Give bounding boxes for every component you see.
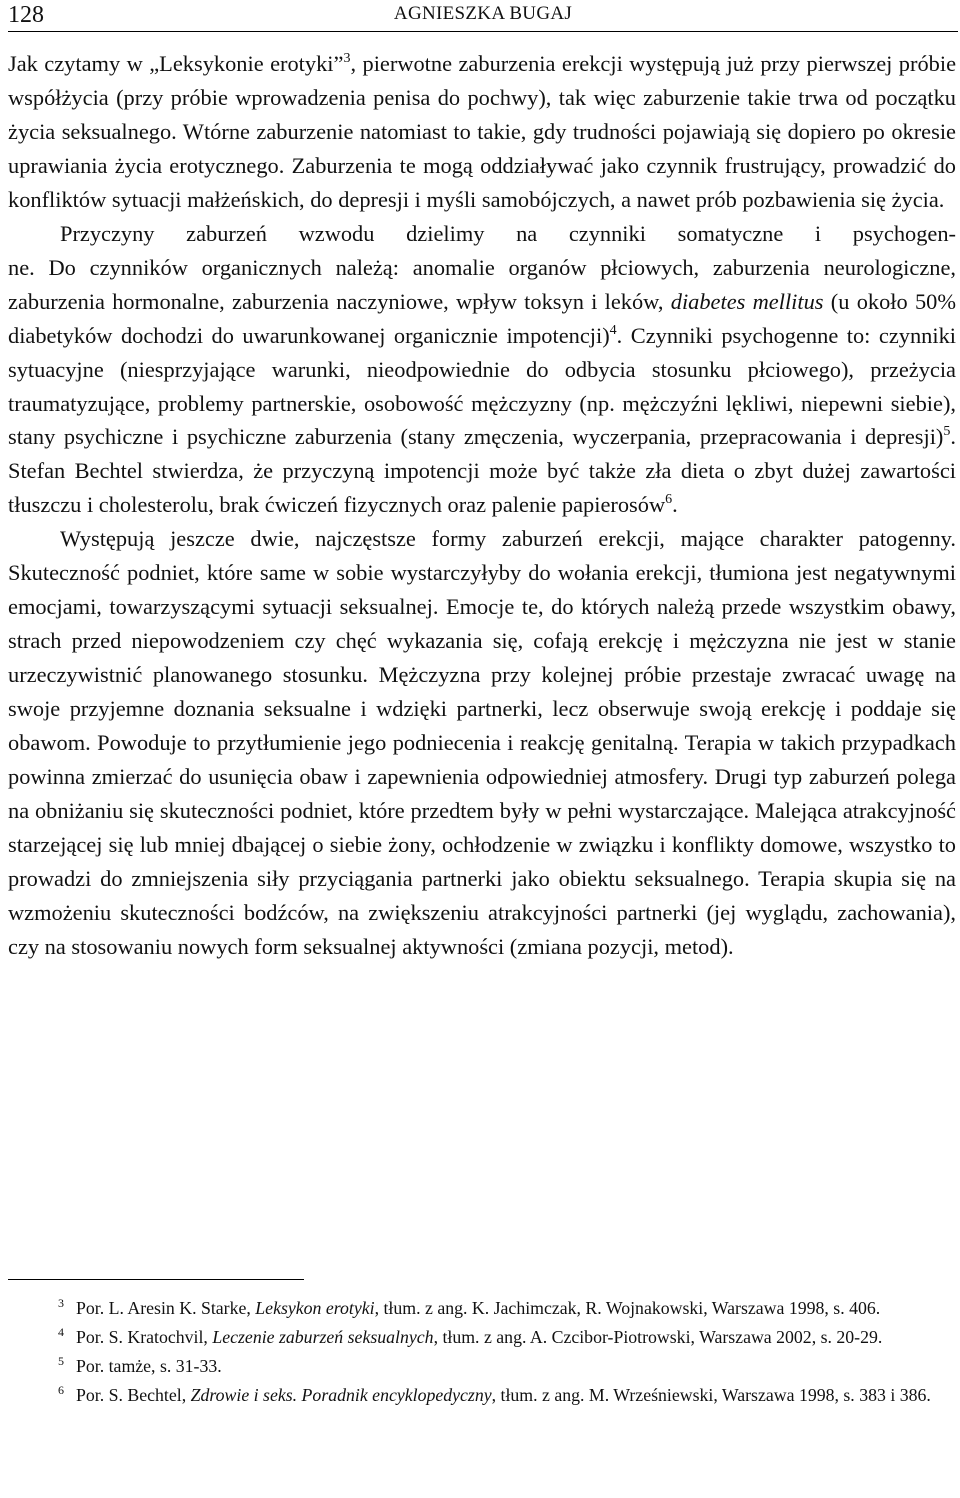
header-rule bbox=[8, 31, 958, 32]
footnote-number: 6 bbox=[58, 1383, 64, 1397]
footnote-rule bbox=[8, 1279, 304, 1280]
text-run: . Stefan Bechtel stwierdza, że przyczyną impotencji może być także zła dieta o zbyt dużej zawartości tłuszczu i cholesterolu, brak ćwiczeń fizycznych oraz palenie papierosów bbox=[8, 424, 956, 518]
text-run: , tłum. z ang. M. Wrześniewski, Warszawa 1998, s. 383 i 386. bbox=[491, 1385, 931, 1405]
text-run: , pierwotne zaburzenia erekcji występują już przy pierwszej próbie współżycia (przy próbie wprowadzenia penisa do pochwy), tak więc zaburzenie takie trwa od początku życia seksualnego. Wtórne zaburzenie natomiast to takie, gdy trudności pojawiają się dopiero po okresie uprawiania życia erotycznego. Zaburzenia te mogą oddziaływać jako czynnik frustrujący, prowadzić do konfliktów sytuacji małżeńskich, do depresji i myśli samobójczych, a nawet prób pozbawienia się życia. bbox=[8, 51, 957, 212]
paragraph bbox=[8, 522, 956, 963]
text-run: (u około 50% diabetyków dochodzi do uwarunkowanej organicznie impotencji) bbox=[8, 288, 956, 348]
paragraph bbox=[8, 47, 956, 217]
footnote bbox=[8, 1294, 956, 1323]
footnote-ref: 4 bbox=[609, 322, 617, 338]
text-run: Por. S. Bechtel, bbox=[76, 1385, 191, 1405]
page-header bbox=[8, 0, 958, 32]
text-run: Por. L. Aresin K. Starke, bbox=[76, 1298, 256, 1318]
footnotes bbox=[8, 1294, 956, 1410]
running-title: AGNIESZKA BUGAJ bbox=[393, 3, 573, 24]
paragraph bbox=[8, 217, 956, 523]
footnote-number: 3 bbox=[58, 1296, 64, 1310]
footnote bbox=[8, 1323, 956, 1352]
footnote-number: 4 bbox=[58, 1325, 64, 1339]
footnote-ref: 5 bbox=[943, 424, 951, 440]
italic-text: Leksykon erotyki bbox=[255, 1298, 375, 1318]
page-number: 128 bbox=[8, 2, 44, 28]
paragraph-first-line: Przyczyny zaburzeń wzwodu dzielimy na czynniki somatyczne i psychogen- bbox=[60, 220, 956, 246]
italic-text: Leczenie zaburzeń seksualnych bbox=[212, 1327, 434, 1347]
footnote bbox=[8, 1381, 956, 1410]
footnote-ref: 6 bbox=[665, 492, 673, 508]
footnote bbox=[8, 1352, 956, 1381]
italic-text: Zdrowie i seks. Poradnik encyklopedyczny bbox=[190, 1385, 492, 1405]
text-run: ne. Do czynników organicznych należą: anomalie organów płciowych, zaburzenia neurologiczne, zaburzenia hormonalne, zaburzenia naczyniowe, wpływ toksyn i leków, bbox=[8, 254, 956, 314]
text-run: Występują jeszcze dwie, najczęstsze formy zaburzeń erekcji, mające charakter patogenny. Skuteczność podniet, które same w sobie wystarczyłyby do wołania erekcji, tłumiona jest negatywnymi emocjami, towarzyszącymi sytuacji seksualnej. Emocje te, do których należą przede wszystkim obawy, strach przed niepowodzeniem czy chęć wykazania się, cofają erekcję i mężczyzna nie jest w stanie urzeczywistnić planowanego stosunku. Mężczyzna przy kolejnej próbie przestaje zwracać uwagę na swoje przyjemne doznania seksualne i wdzięki partnerki, lecz obserwuje swoją erekcję i poddaje się obawom. Powoduje to przytłumienie jego podniecenia i reakcję genitalną. Terapia w takich przypadkach powinna zmierzać do usunięcia obaw i zapewnienia odpowiedniej atmosfery. Drugi typ zaburzeń polega na obniżaniu się skuteczności podniet, które przedtem były w pełni wystarczające. Malejąca atrakcyjność starzejącej się lub mniej dbającej o siebie żony, ochłodzenie w związku i konflikty domowe, wszystko to prowadzi do zmniejszenia siły przyciągania partnerki jako obiektu seksualnego. Terapia skupia się na wzmożeniu skuteczności bodźców, na zwiększeniu atrakcyjności partnerki (jej wyglądu, zachowania), czy na stosowaniu nowych form seksualnej aktywności (zmiana pozycji, metod). bbox=[8, 526, 956, 959]
text-run: . Czynniki psychogenne to: czynniki sytuacyjne (niesprzyjające warunki, nieodpowiednie do odbycia stosunku płciowego), przeżycia traumatyzujące, problemy partnerskie, osobowość mężczyzny (np. mężczyźni lękliwi, niepewni siebie), stany psychiczne i psychiczne zaburzenia (stany zmęczenia, wyczerpania, przepracowania i depresji) bbox=[8, 322, 956, 450]
text-run: Jak czytamy w „Leksykonie erotyki” bbox=[8, 51, 344, 76]
text-run: Por. tamże, s. 31-33. bbox=[76, 1356, 222, 1376]
text-run: , tłum. z ang. A. Czcibor-Piotrowski, Warszawa 2002, s. 20-29. bbox=[433, 1327, 883, 1347]
main-text bbox=[8, 47, 956, 964]
text-run: Por. S. Kratochvil, bbox=[76, 1327, 213, 1347]
text-run: . bbox=[672, 492, 678, 518]
footnote-number: 5 bbox=[58, 1354, 64, 1368]
italic-text: diabetes mellitus bbox=[670, 288, 824, 314]
footnote-ref: 3 bbox=[343, 51, 351, 66]
text-run: , tłum. z ang. K. Jachimczak, R. Wojnakowski, Warszawa 1998, s. 406. bbox=[374, 1298, 881, 1318]
